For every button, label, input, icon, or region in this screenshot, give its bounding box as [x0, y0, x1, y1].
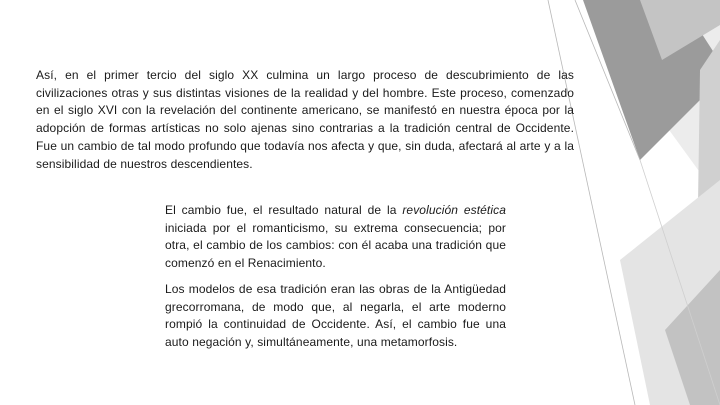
paragraph-intro: Así, en el primer tercio del siglo XX culmina un largo proceso de descubrimiento de las civilizaciones otras y sus distintas visiones de la realidad y del hombre. Este proceso, comenzado en el siglo XVI con la revelación del continente americano, se manifestó en nuestra época por la adopción de formas artísticas no solo ajenas sino contrarias a la tradición central de Occidente. Fue un cambio de tal modo profundo que todavía nos afecta y que, sin duda, afectará al arte y a la sensibilidad de nuestros descendientes. [36, 68, 574, 171]
paragraph-cambio-start: El cambio fue, el resultado natural de la [165, 203, 403, 217]
paragraph-cambio-italic: revolución estética [402, 203, 506, 217]
paragraph-modelos: Los modelos de esa tradición eran las obras de la Antigüedad grecorromana, de modo que, al negarla, el arte moderno rompió la continuidad de Occidente. Así, el cambio fue una auto negación y, simultáneamente, una metamorfosis. [165, 282, 506, 350]
paragraph-cambio-end: iniciada por el romanticismo, su extrema consecuencia; por otra, el cambio de los cambios: con él acaba una tradición que comenzó en el Renacimiento. [165, 220, 506, 271]
paragraph-cambio [165, 202, 506, 273]
